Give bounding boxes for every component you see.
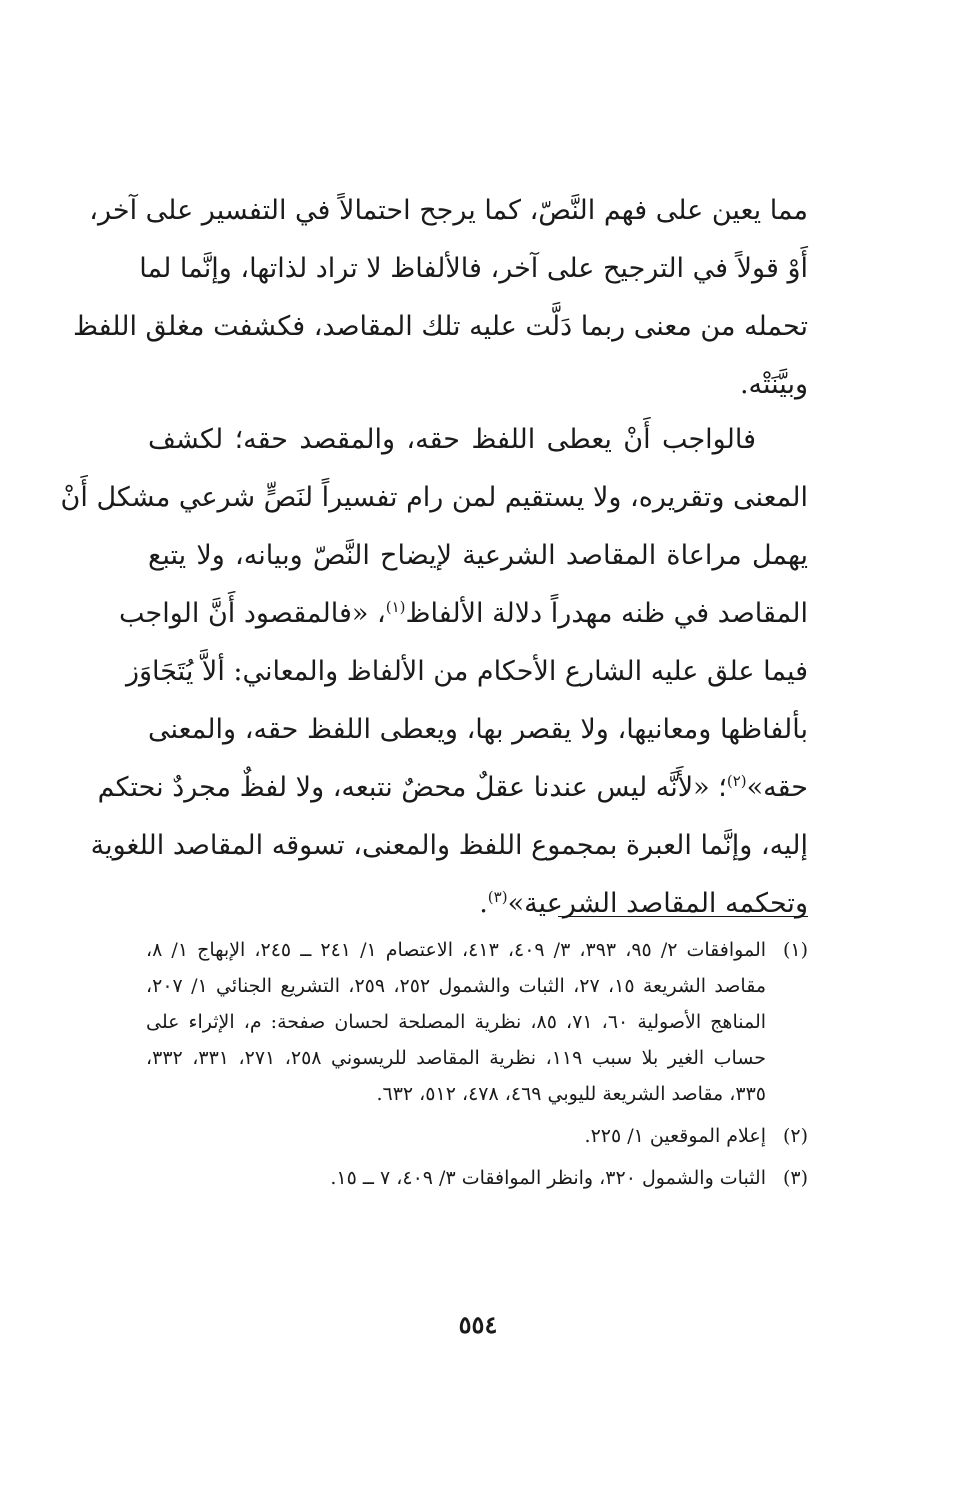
line-segment: حقه»: [746, 772, 808, 803]
paragraph-2-line: فيما علق عليه الشارع الأحكام من الألفاظ والمعاني: ألاَّ يُتَجَاوَز: [125, 656, 808, 687]
line-segment: وتحكمه المقاصد الشرعية»: [507, 888, 808, 919]
footnote-3: [146, 1160, 808, 1196]
paragraph-2-line: يهمل مراعاة المقاصد الشرعية لإيضاح النَّصّ وبيانه، ولا يتبع: [148, 540, 808, 571]
line-segment: المقاصد في ظنه مهدراً دلالة الألفاظ: [405, 598, 808, 629]
paragraph-1-line: أَوْ قولاً في الترجيح على آخر، فالألفاظ لا تراد لذاتها، وإنَّما لما: [139, 253, 808, 284]
line-segment: .: [479, 888, 488, 919]
footnote-1: [146, 932, 808, 1112]
footnotes: [146, 932, 808, 1202]
footnote-number: (٣): [782, 1167, 808, 1189]
line-segment: ؛ «لأَنَّه ليس عندنا عقلٌ محضٌ نتبعه، ولا لفظٌ مجردٌ نحتكم: [97, 772, 727, 803]
paragraph-1-line: تحمله من معنى ربما دَلَّت عليه تلك المقاصد، فكشفت مغلق اللفظ: [73, 311, 808, 342]
footnote-text: إعلام الموقعين ١/ ٢٢٥.: [584, 1125, 766, 1147]
paragraph-2-line: [97, 759, 808, 817]
paragraph-2-line: [119, 585, 808, 643]
footnote-separator: [558, 916, 808, 917]
paragraph-1: [73, 182, 808, 414]
paragraph-2-line: إليه، وإنَّما العبرة بمجموع اللفظ والمعنى، تسوقه المقاصد اللغوية: [90, 830, 808, 861]
paragraph-2-line: [148, 875, 808, 933]
footnote-ref-2: (٢): [726, 772, 747, 790]
footnote-2: [146, 1118, 808, 1154]
paragraph-1-line: مما يعين على فهم النَّصّ، كما يرجح احتمالاً في التفسير على آخر،: [89, 195, 808, 226]
paragraph-2: [60, 411, 808, 933]
footnote-number: (١): [782, 939, 808, 961]
footnote-ref-3: (٣): [487, 888, 508, 906]
footnote-number: (٢): [782, 1125, 808, 1147]
paragraph-1-line: وبيَّنَتْه.: [739, 369, 808, 400]
paragraph-2-line: بألفاظها ومعانيها، ولا يقصر بها، ويعطى اللفظ حقه، والمعنى: [148, 714, 808, 745]
line-segment: ، «فالمقصود أَنَّ الواجب: [119, 598, 386, 629]
footnote-text: الثبات والشمول ٣٢٠، وانظر الموافقات ٣/ ٤٠٩، ٧ ــ ١٥.: [330, 1167, 766, 1189]
footnote-ref-1: (١): [385, 598, 406, 616]
paragraph-2-line: فالواجب أَنْ يعطى اللفظ حقه، والمقصد حقه؛ لكشف: [148, 424, 756, 455]
paragraph-2-line: المعنى وتقريره، ولا يستقيم لمن رام تفسيراً لنَصٍّ شرعي مشكل أَنْ: [60, 482, 808, 513]
page-number: ٥٥٤: [458, 1310, 498, 1339]
footnote-text: الموافقات ٢/ ٩٥، ٣٩٣، ٣/ ٤٠٩، ٤١٣، الاعتصام ١/ ٢٤١ ــ ٢٤٥، الإبهاج ١/ ٨، مقاصد الشريعة ١٥، ٢٧، الثبات والشمول ٢٥٢، ٢٥٩، التشريع الجنائي ١/ ٢٠٧، المناهج الأصولية ٦٠، ٧١، ٨٥، نظرية المصلحة لحسان صفحة: م، الإثراء على حساب الغير بلا سبب ١١٩، نظرية المقاصد للريسوني ٢٥٨، ٢٧١، ٣٣١، ٣٣٢، ٣٣٥، مقاصد الشريعة لليوبي ٤٦٩، ٤٧٨، ٥١٢، ٦٣٢.: [146, 939, 767, 1105]
